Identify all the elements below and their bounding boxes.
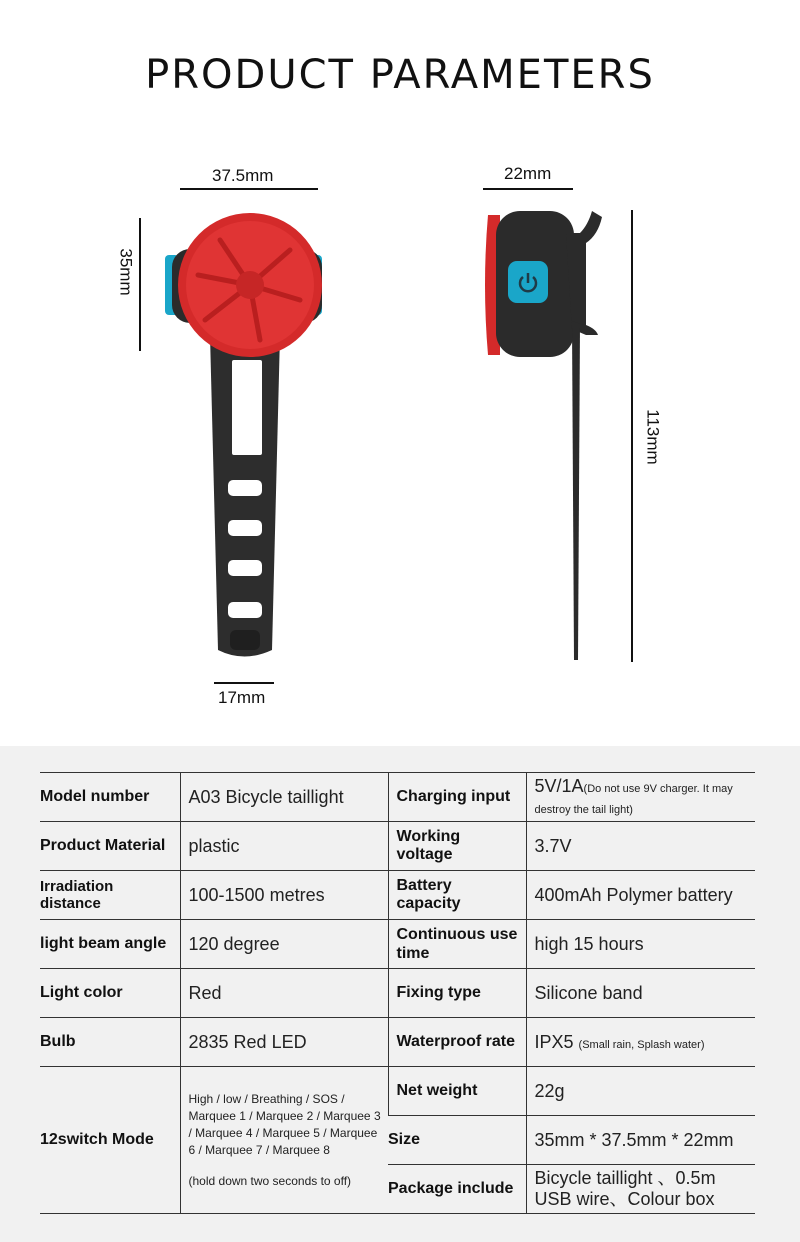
- table-row: [40, 871, 755, 920]
- side-width-label: 22mm: [504, 164, 552, 183]
- page-title: PRODUCT PARAMETERS: [145, 52, 655, 98]
- side-length-label: 113mm: [643, 409, 663, 465]
- spec-key: 12switch Mode: [40, 1067, 180, 1214]
- strap-width-label: 17mm: [218, 688, 266, 707]
- spec-key: Irradiation distance: [40, 871, 180, 920]
- spec-key: Net weight: [388, 1067, 526, 1116]
- spec-table: [40, 772, 755, 1214]
- spec-key: Continuous use time: [388, 920, 526, 969]
- spec-value: 400mAh Polymer battery: [526, 871, 755, 920]
- spec-note: (Do not use 9V charger. It may destroy the tail light): [534, 783, 733, 816]
- spec-key: Model number: [40, 773, 180, 822]
- spec-value: 3.7V: [526, 822, 755, 871]
- spec-value: 22g: [526, 1067, 755, 1116]
- spec-key: Waterproof rate: [388, 1018, 526, 1067]
- spec-value: Red: [180, 969, 388, 1018]
- spec-value: Silicone band: [526, 969, 755, 1018]
- spec-key: Fixing type: [388, 969, 526, 1018]
- spec-key: Size: [388, 1116, 526, 1165]
- spec-key: Product Material: [40, 822, 180, 871]
- table-row: [40, 773, 755, 822]
- modes-note: (hold down two seconds to off): [188, 1173, 352, 1188]
- spec-key: light beam angle: [40, 920, 180, 969]
- front-width-line: [180, 188, 318, 190]
- spec-note: (Small rain, Splash water): [578, 1038, 705, 1051]
- modes-list: High / low / Breathing / SOS / Marquee 1 / Marquee 2 / Marquee 3 / Marquee 4 / Marquee 5 / Marquee 6 / Marquee 7 / Marquee 8: [188, 1091, 381, 1157]
- spec-value-cell: [526, 1018, 755, 1067]
- spec-value: A03 Bicycle taillight: [180, 773, 388, 822]
- spec-value: plastic: [180, 822, 388, 871]
- table-row: [40, 969, 755, 1018]
- spec-value: 2835 Red LED: [180, 1018, 388, 1067]
- spec-value: 35mm * 37.5mm * 22mm: [526, 1116, 755, 1165]
- table-row: [40, 1067, 755, 1116]
- taillight-side-icon: [480, 205, 620, 665]
- spec-value-cell: [180, 1067, 388, 1214]
- spec-key: Package include: [388, 1165, 526, 1214]
- spec-value: 120 degree: [180, 920, 388, 969]
- spec-value: IPX5: [534, 1031, 574, 1052]
- front-height-line: [139, 218, 141, 351]
- spec-key: Bulb: [40, 1018, 180, 1067]
- spec-key: Battery capacity: [388, 871, 526, 920]
- table-row: [40, 1018, 755, 1067]
- table-row: [40, 920, 755, 969]
- taillight-front-icon: [160, 205, 340, 675]
- spec-key: Charging input: [388, 773, 526, 822]
- strap-width-line: [214, 682, 274, 684]
- spec-value-cell: [526, 773, 755, 822]
- spec-key: Working voltage: [388, 822, 526, 871]
- spec-value: 100-1500 metres: [180, 871, 388, 920]
- front-width-label: 37.5mm: [212, 166, 274, 185]
- spec-key: Light color: [40, 969, 180, 1018]
- side-width-line: [483, 188, 573, 190]
- spec-value: high 15 hours: [526, 920, 755, 969]
- side-length-line: [631, 210, 633, 662]
- spec-value: Bicycle taillight 、0.5m USB wire、Colour box: [526, 1165, 755, 1214]
- table-row: [40, 822, 755, 871]
- front-height-label: 35mm: [116, 248, 136, 296]
- spec-value: 5V/1A: [534, 776, 584, 796]
